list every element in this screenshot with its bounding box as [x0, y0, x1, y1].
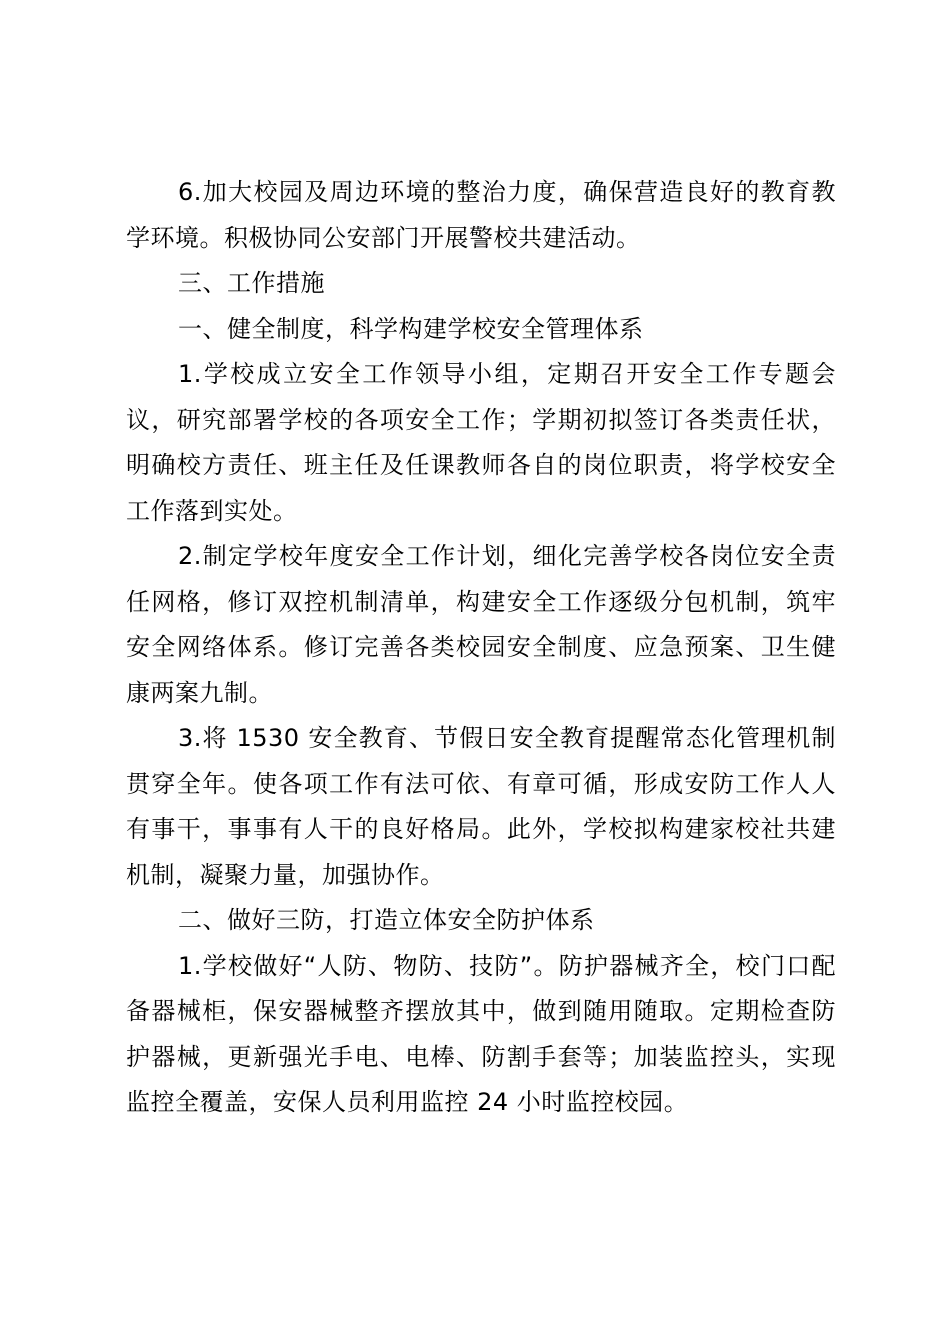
subsection-heading-protection: 二、做好三防，打造立体安全防护体系 — [178, 906, 595, 934]
paragraph-three-defenses: 1.学校做好“人防、物防、技防”。防护器械齐全，校门口配备器械柜，保安器械整齐摆放其中，做到随用随取。定期检查防护器械，更新强光手电、电棒、防割手套等；加装监控头，实现监控全覆盖，安保人员利用监控 24 小时监控校园。 — [126, 951, 836, 1116]
document-body — [126, 170, 836, 1126]
subsection-heading-system: 一、健全制度，科学构建学校安全管理体系 — [178, 314, 644, 343]
paragraph-environment: 6.加大校园及周边环境的整治力度，确保营造良好的教育教学环境。积极协同公安部门开展警校共建活动。 — [126, 178, 836, 252]
paragraph-safety-education: 3.将 1530 安全教育、节假日安全教育提醒常态化管理机制贯穿全年。使各项工作有法可依、有章可循，形成安防工作人人有事干，事事有人干的良好格局。此外，学校拟构建家校社共建机制，凝聚力量，加强协作。 — [126, 724, 836, 889]
section-heading-measures: 三、工作措施 — [178, 269, 325, 297]
paragraph-leadership-group: 1.学校成立安全工作领导小组，定期召开安全工作专题会议，研究部署学校的各项安全工作；学期初拟签订各类责任状，明确校方责任、班主任及任课教师各自的岗位职责，将学校安全工作落到实处。 — [126, 360, 836, 525]
paragraph-annual-plan: 2.制定学校年度安全工作计划，细化完善学校各岗位安全责任网格，修订双控机制清单，构建安全工作逐级分包机制，筑牢安全网络体系。修订完善各类校园安全制度、应急预案、卫生健康两案九制。 — [126, 542, 836, 707]
